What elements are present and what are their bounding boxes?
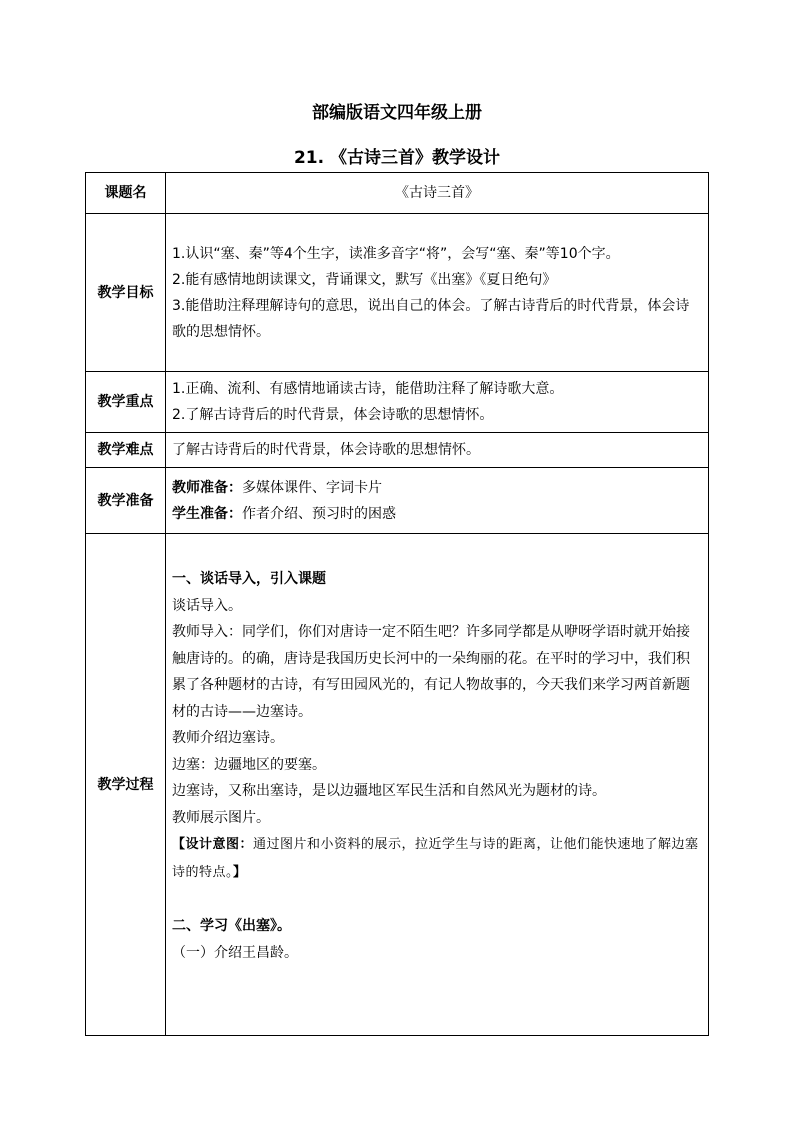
lesson-plan-table <box>85 172 709 1036</box>
teacher-prep <box>172 475 702 501</box>
value-process <box>166 534 709 1036</box>
label-goals: 教学目标 <box>86 214 166 372</box>
label-topic: 课题名 <box>86 173 166 214</box>
row-difficulty <box>86 433 709 468</box>
document-title: 部编版语文四年级上册 <box>312 103 482 123</box>
label-process: 教学过程 <box>86 534 166 1036</box>
note-text: 通过图片和小资料的展示，拉近学生与诗的距离，让他们能快速地了解边塞诗的特点。 <box>172 837 699 880</box>
row-prep <box>86 468 709 534</box>
blank-line <box>172 887 702 913</box>
value-prep <box>166 468 709 534</box>
note-close-bracket: 】 <box>233 865 247 880</box>
value-topic: 《古诗三首》 <box>166 173 709 214</box>
value-key <box>166 372 709 433</box>
paragraph: 教师导入：同学们，你们对唐诗一定不陌生吧？许多同学都是从咿呀学语时就开始接触唐诗的。的确，唐诗是我国历史长河中的一朵绚丽的花。在平时的学习中，我们积累了各种题材的古诗，有写田园风光的，有记人物故事的，今天我们来学习两首新题材的古诗——边塞诗。 <box>172 624 690 720</box>
paragraph: 教师展示图片。 <box>172 809 270 826</box>
goal-line: 3.能借助注释理解诗句的意思，说出自己的体会。了解古诗背后的时代背景，体会诗歌的思想情怀。 <box>172 297 690 340</box>
key-line: 2.了解古诗背后的时代背景，体会诗歌的思想情怀。 <box>172 407 494 423</box>
teacher-prep-label: 教师准备： <box>172 479 242 496</box>
row-process <box>86 534 709 1036</box>
teacher-prep-value: 多媒体课件、字词卡片 <box>242 479 382 496</box>
goal-line: 1.认识“塞、秦”等4个生字，读准多音字“将”，会写“塞、秦”等10个字。 <box>172 245 620 262</box>
label-difficulty: 教学难点 <box>86 433 166 468</box>
goal-line: 2.能有感情地朗读课文，背诵课文，默写《出塞》《夏日绝句》 <box>172 271 557 288</box>
student-prep-value: 作者介绍、预习时的困惑 <box>242 505 396 522</box>
paragraph: 边塞诗，又称出塞诗，是以边疆地区军民生活和自然风光为题材的诗。 <box>172 783 606 799</box>
label-key: 教学重点 <box>86 372 166 433</box>
paragraph: 谈话导入。 <box>172 597 242 614</box>
value-goals <box>166 214 709 372</box>
section-heading: 一、谈话导入，引入课题 <box>172 571 326 587</box>
row-goals <box>86 214 709 372</box>
paragraph: 教师介绍边塞诗。 <box>172 730 284 746</box>
document-subtitle: 21. 《古诗三首》教学设计 <box>293 148 501 168</box>
row-key <box>86 372 709 433</box>
student-prep-label: 学生准备： <box>172 505 242 522</box>
paragraph: （一）介绍王昌龄。 <box>172 944 298 961</box>
note-open-bracket: 【 <box>172 837 186 852</box>
key-line: 1.正确、流利、有感情地诵读古诗，能借助注释了解诗歌大意。 <box>172 381 564 397</box>
row-topic <box>86 173 709 214</box>
label-prep: 教学准备 <box>86 468 166 534</box>
design-intent-note <box>172 831 702 887</box>
paragraph: 边塞：边疆地区的要塞。 <box>172 756 326 773</box>
section-heading: 二、学习《出塞》。 <box>172 918 291 934</box>
note-label: 设计意图： <box>185 837 254 852</box>
student-prep <box>172 501 702 527</box>
value-difficulty: 了解古诗背后的时代背景，体会诗歌的思想情怀。 <box>166 433 709 468</box>
